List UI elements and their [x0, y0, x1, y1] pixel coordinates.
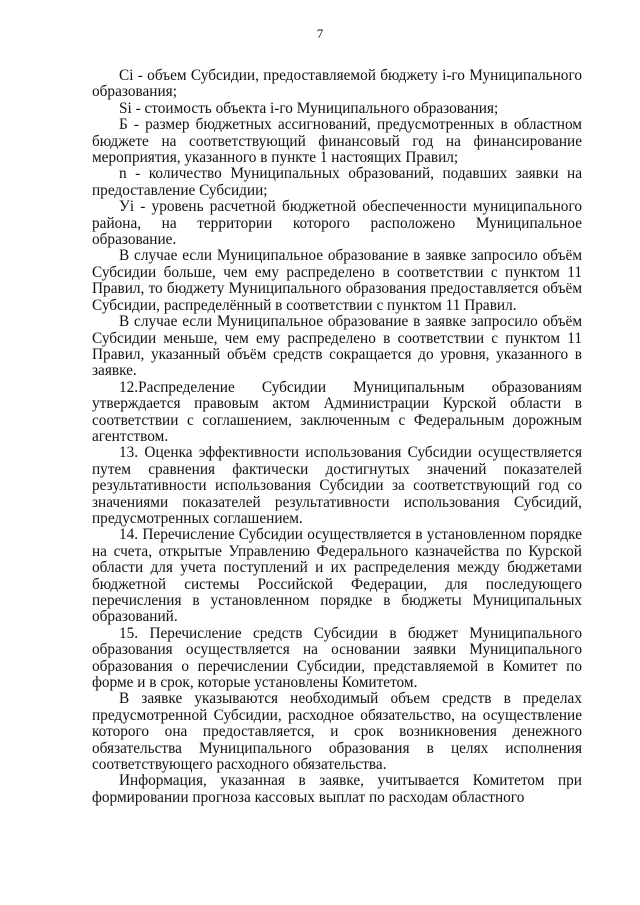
document-body	[92, 68, 582, 806]
paragraph-clause-12: 12.Распределение Субсидии Муниципальным образованиям утверждается правовым актом Администрации Курской области в соответствии с соглашением, заключенным с Федеральным дорожным агентством.	[92, 378, 582, 445]
paragraph-n-definition: n - количество Муниципальных образований, подавших заявки на предоставление Субсидии;	[92, 165, 582, 199]
paragraph-application-contents: В заявке указываются необходимый объем средств в пределах предусмотренной Субсидии, расходное обязательство, на осуществление которого она предоставляется, и срок возникновения денежного обязательства Муниципального образования в целях исполнения соответствующего расходного обязательства.	[92, 690, 582, 774]
paragraph-b-definition: Б - размер бюджетных ассигнований, предусмотренных в областном бюджете на соответствующий финансовый год на финансирование мероприятия, указанного в пункте 1 настоящих Правил;	[92, 116, 582, 167]
paragraph-si-definition: Si - стоимость объекта i-го Муниципального образования;	[119, 99, 499, 117]
paragraph-clause-15: 15. Перечисление средств Субсидии в бюджет Муниципального образования осуществляется на основании заявки Муниципального образования о перечислении Субсидии, представляемой в Комитет по форме и в срок, которые установлены Комитетом.	[92, 624, 582, 692]
page-number: 7	[316, 26, 324, 41]
paragraph-application-info: Информация, указанная в заявке, учитывается Комитетом при формировании прогноза кассовых выплат по расходам областного	[92, 772, 582, 806]
paragraph-yi-definition: Уi - уровень расчетной бюджетной обеспеченности муниципального района, на территории которого расположено Муниципальное образование.	[92, 198, 582, 249]
paragraph-subsidy-more: В случае если Муниципальное образование в заявке запросило объём Субсидии больше, чем ему распределено в соответствии с пунктом 11 Правил, то бюджету Муниципального образования предоставляется объём Субсидии, распределённый в соответствии с пунктом 11 Правил.	[92, 247, 582, 314]
paragraph-subsidy-less: В случае если Муниципальное образование в заявке запросило объём Субсидии меньше, чем ему распределено в соответствии с пунктом 11 Правил, указанный объём средств сокращается до уровня, указанного в заявке.	[92, 313, 582, 380]
paragraph-ci-definition: Ci - объем Субсидии, предоставляемой бюджету i-го Муниципального образования;	[92, 67, 582, 101]
paragraph-clause-13: 13. Оценка эффективности использования Субсидии осуществляется путем сравнения фактически достигнутых значений показателей результативности использования Субсидии за соответствующий год со значениями показателей результативности использования Субсидий, предусмотренных соглашением.	[92, 444, 582, 527]
paragraph-clause-14: 14. Перечисление Субсидии осуществляется в установленном порядке на счета, открытые Управлению Федерального казначейства по Курской области для учета поступлений и их распределения между бюджетами бюджетной системы Российской Федерации, для последующего перечисления в установленном порядке в бюджеты Муниципальных образований.	[92, 526, 582, 626]
